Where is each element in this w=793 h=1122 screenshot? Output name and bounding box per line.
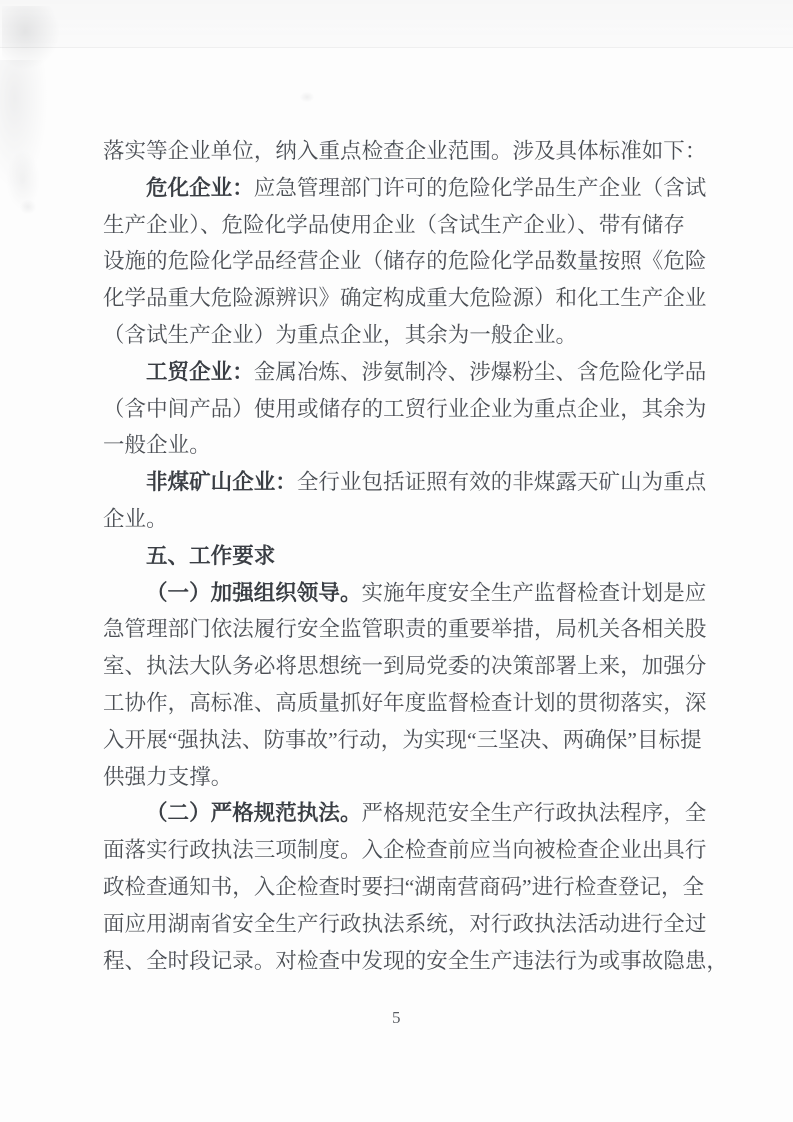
body-text: 室、执法大队务必将思想统一到局党委的决策部署上来，加强分 (103, 654, 707, 679)
text-line (103, 464, 709, 501)
text-line (103, 759, 709, 796)
bold-heading-text: 五、工作要求 (146, 543, 276, 568)
body-text: 一般企业。 (103, 433, 211, 458)
body-text: 企业。 (103, 506, 168, 531)
text-line (103, 280, 709, 317)
body-text: 程、全时段记录。对检查中发现的安全生产违法行为或事故隐患， (103, 948, 728, 973)
text-line (103, 832, 709, 869)
text-line (103, 354, 709, 391)
body-text: 供强力支撑。 (103, 764, 233, 789)
text-line (103, 943, 728, 980)
text-line (103, 427, 709, 464)
body-text: 生产企业）、危险化学品使用企业（含试生产企业）、带有储存 (103, 212, 685, 237)
body-text: 全行业包括证照有效的非煤露天矿山为重点 (296, 470, 707, 495)
text-line (103, 869, 709, 906)
body-text: 金属冶炼、涉氨制冷、涉爆粉尘、含危险化学品 (253, 359, 707, 384)
body-text: 急管理部门依法履行安全监管职责的重要举措，局机关各相关股 (103, 617, 707, 642)
body-text: 工协作，高标准、高质量抓好年度监督检查计划的贯彻落实，深 (103, 690, 707, 715)
bold-heading-text: 工贸企业： (146, 359, 254, 384)
text-line (103, 685, 709, 722)
scan-artifact (20, 200, 36, 214)
bold-heading-text: （二）严格规范执法。 (146, 801, 362, 826)
body-text: 入开展“强执法、防事故”行动，为实现“三坚决、两确保”目标提 (103, 727, 702, 752)
body-text: 落实等企业单位，纳入重点检查企业范围。涉及具体标准如下： (103, 139, 707, 163)
text-line (103, 906, 709, 943)
text-line (103, 243, 709, 280)
page-number: 5 (392, 1008, 401, 1027)
text-line (103, 538, 709, 575)
bold-heading-text: 危化企业： (146, 175, 254, 200)
text-line (103, 575, 709, 612)
body-text: （含中间产品）使用或储存的工贸行业企业为重点企业，其余为 (103, 396, 707, 421)
body-text: 面落实行政执法三项制度。入企检查前应当向被检查企业出具行 (103, 838, 707, 863)
body-text: 设施的危险化学品经营企业（储存的危险化学品数量按照《危险 (103, 249, 707, 274)
text-block (103, 133, 728, 979)
text-line (103, 317, 709, 354)
text-line (103, 207, 709, 244)
body-text: 严格规范安全生产行政执法程序，全 (361, 801, 707, 826)
text-line (103, 170, 709, 207)
text-line (103, 133, 709, 170)
scan-artifact (0, 60, 48, 190)
body-text: 面应用湖南省安全生产行政执法系统，对行政执法活动进行全过 (103, 911, 707, 936)
text-line (103, 795, 709, 832)
body-text: （含试生产企业）为重点企业，其余为一般企业。 (103, 322, 578, 347)
scan-artifact (6, 150, 40, 210)
scan-artifact (300, 92, 314, 102)
body-text: 实施年度安全生产监督检查计划是应 (361, 580, 707, 605)
text-line (103, 501, 709, 538)
scan-tone-band (0, 0, 793, 48)
text-line (103, 611, 709, 648)
bold-heading-text: （一）加强组织领导。 (146, 580, 362, 605)
text-line (103, 648, 709, 685)
bold-heading-text: 非煤矿山企业： (146, 470, 297, 495)
body-text: 政检查通知书，入企检查时要扫“湖南营商码”进行检查登记，全 (103, 874, 705, 899)
body-text: 应急管理部门许可的危险化学品生产企业（含试 (253, 175, 707, 200)
body-text: 化学品重大危险源辨识》确定构成重大危险源）和化工生产企业 (103, 286, 707, 311)
text-line (103, 722, 709, 759)
text-line (103, 391, 709, 428)
